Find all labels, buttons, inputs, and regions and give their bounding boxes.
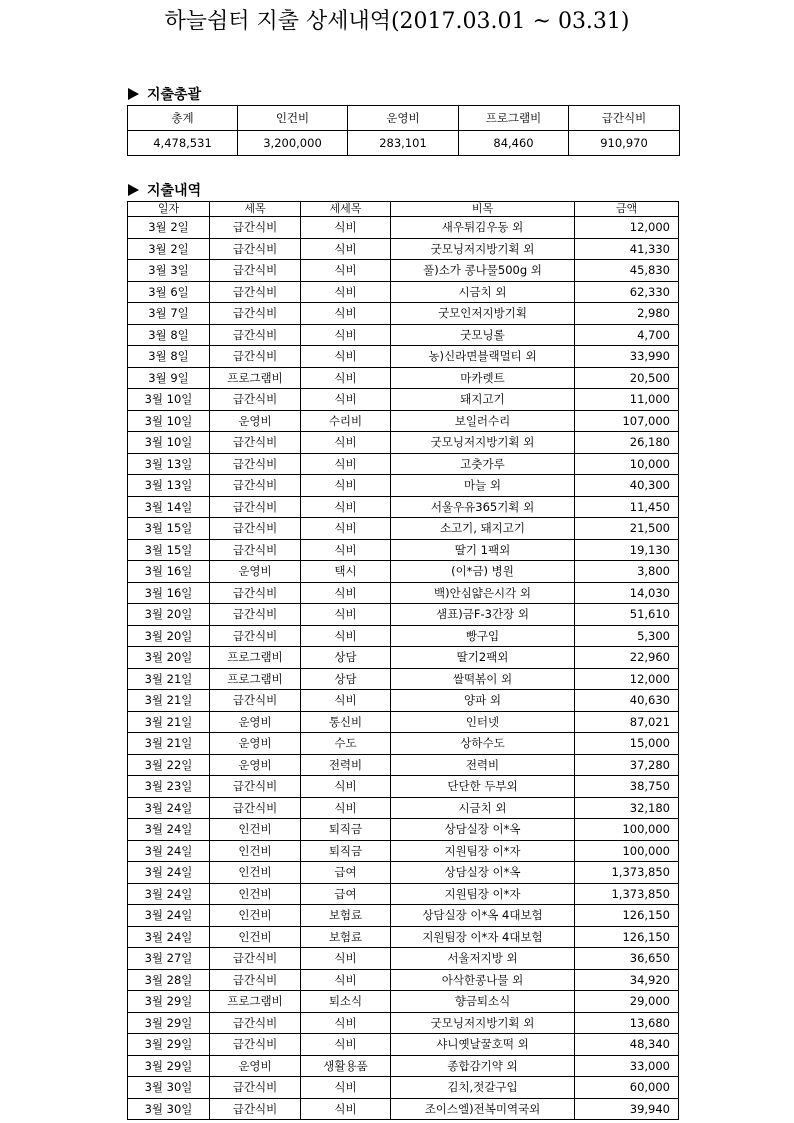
row-date: 3월 24일 [128,819,210,841]
table-row [128,561,679,583]
summary-section-title [128,84,201,104]
row-subcategory: 식비 [301,690,391,712]
row-category: 운영비 [210,1055,301,1077]
table-row [128,711,679,733]
row-date: 3월 24일 [128,905,210,927]
table-row [128,797,679,819]
row-date: 3월 21일 [128,733,210,755]
row-item: 굿모닝저지방기획 외 [391,238,575,260]
row-category: 프로그램비 [210,647,301,669]
row-category: 운영비 [210,711,301,733]
row-item: 상담실장 이*옥 4대보험 [391,905,575,927]
row-item: 샤니옛날꿀호떡 외 [391,1034,575,1056]
table-row [128,324,679,346]
row-date: 3월 13일 [128,475,210,497]
table-row [128,367,679,389]
row-amount: 34,920 [575,969,679,991]
row-subcategory: 식비 [301,1012,391,1034]
row-item: 샘표)금F-3간장 외 [391,604,575,626]
row-subcategory: 식비 [301,1034,391,1056]
row-item: 서울저지방 외 [391,948,575,970]
row-category: 급간식비 [210,432,301,454]
row-amount: 51,610 [575,604,679,626]
row-item: 빵구입 [391,625,575,647]
table-row [128,733,679,755]
row-date: 3월 13일 [128,453,210,475]
row-item: 마카렛트 [391,367,575,389]
row-amount: 32,180 [575,797,679,819]
row-subcategory: 식비 [301,518,391,540]
table-row [128,668,679,690]
table-row [128,647,679,669]
row-amount: 38,750 [575,776,679,798]
row-category: 인건비 [210,883,301,905]
row-amount: 20,500 [575,367,679,389]
row-amount: 15,000 [575,733,679,755]
row-amount: 39,940 [575,1098,679,1120]
row-date: 3월 21일 [128,668,210,690]
row-item: 아삭한콩나물 외 [391,969,575,991]
row-amount: 2,980 [575,303,679,325]
row-subcategory: 전력비 [301,754,391,776]
row-date: 3월 24일 [128,797,210,819]
row-category: 인건비 [210,926,301,948]
row-item: 단단한 두부외 [391,776,575,798]
row-category: 급간식비 [210,1098,301,1120]
row-item: 지원팀장 이*자 [391,840,575,862]
row-category: 급간식비 [210,582,301,604]
row-amount: 100,000 [575,819,679,841]
details-section-title [128,180,201,200]
row-amount: 100,000 [575,840,679,862]
row-date: 3월 2일 [128,217,210,239]
row-date: 3월 10일 [128,389,210,411]
row-amount: 36,650 [575,948,679,970]
summary-section-label: 지출총괄 [147,87,202,103]
table-row [128,1098,679,1120]
row-amount: 26,180 [575,432,679,454]
row-category: 운영비 [210,754,301,776]
table-row [128,582,679,604]
row-subcategory: 보험료 [301,926,391,948]
table-row [128,410,679,432]
summary-header-operation: 운영비 [348,106,459,131]
row-amount: 11,450 [575,496,679,518]
table-row [128,883,679,905]
table-row [128,625,679,647]
row-category: 급간식비 [210,217,301,239]
row-amount: 12,000 [575,217,679,239]
row-amount: 33,990 [575,346,679,368]
row-date: 3월 30일 [128,1077,210,1099]
row-date: 3월 22일 [128,754,210,776]
row-item: 쌀떡볶이 외 [391,668,575,690]
row-date: 3월 20일 [128,604,210,626]
row-amount: 5,300 [575,625,679,647]
row-date: 3월 9일 [128,367,210,389]
summary-value-operation: 283,101 [348,131,459,156]
row-item: 인터넷 [391,711,575,733]
row-category: 급간식비 [210,690,301,712]
row-amount: 21,500 [575,518,679,540]
row-item: 향금퇴소식 [391,991,575,1013]
table-row [128,389,679,411]
row-subcategory: 식비 [301,539,391,561]
row-item: 양파 외 [391,690,575,712]
row-date: 3월 29일 [128,1012,210,1034]
row-category: 급간식비 [210,797,301,819]
summary-table [127,105,680,156]
row-item: 시금치 외 [391,281,575,303]
details-header-date: 일자 [128,202,210,217]
table-row [128,518,679,540]
table-row [128,604,679,626]
summary-header-row [128,106,680,131]
row-date: 3월 21일 [128,690,210,712]
details-header-category: 세목 [210,202,301,217]
row-subcategory: 식비 [301,217,391,239]
row-amount: 22,960 [575,647,679,669]
row-date: 3월 15일 [128,518,210,540]
table-row [128,690,679,712]
row-amount: 1,373,850 [575,862,679,884]
table-row [128,539,679,561]
row-date: 3월 7일 [128,303,210,325]
row-category: 급간식비 [210,260,301,282]
table-row [128,991,679,1013]
row-amount: 19,130 [575,539,679,561]
row-date: 3월 29일 [128,1034,210,1056]
row-item: 굿모닝롤 [391,324,575,346]
row-date: 3월 24일 [128,883,210,905]
table-row [128,840,679,862]
table-row [128,819,679,841]
row-subcategory: 식비 [301,432,391,454]
row-date: 3월 20일 [128,625,210,647]
row-date: 3월 23일 [128,776,210,798]
row-subcategory: 식비 [301,281,391,303]
row-item: 고춧가루 [391,453,575,475]
row-subcategory: 생활용품 [301,1055,391,1077]
row-category: 급간식비 [210,518,301,540]
row-date: 3월 20일 [128,647,210,669]
row-date: 3월 8일 [128,346,210,368]
row-subcategory: 식비 [301,453,391,475]
table-row [128,969,679,991]
row-item: 굿모닝저지방기획 외 [391,432,575,454]
summary-header-total: 총계 [128,106,238,131]
row-category: 인건비 [210,905,301,927]
row-category: 급간식비 [210,948,301,970]
row-subcategory: 수도 [301,733,391,755]
row-subcategory: 식비 [301,238,391,260]
row-category: 운영비 [210,561,301,583]
row-item: 상담실장 이*옥 [391,862,575,884]
row-date: 3월 21일 [128,711,210,733]
row-amount: 48,340 [575,1034,679,1056]
row-amount: 10,000 [575,453,679,475]
row-subcategory: 식비 [301,948,391,970]
summary-header-meal: 급간식비 [569,106,680,131]
table-row [128,238,679,260]
row-subcategory: 식비 [301,303,391,325]
row-subcategory: 퇴직금 [301,819,391,841]
row-category: 운영비 [210,733,301,755]
row-amount: 40,300 [575,475,679,497]
table-row [128,926,679,948]
row-subcategory: 식비 [301,604,391,626]
row-date: 3월 3일 [128,260,210,282]
row-date: 3월 8일 [128,324,210,346]
row-item: 김치,젓갈구입 [391,1077,575,1099]
page-title: 하늘쉼터 지출 상세내역(2017.03.01 ~ 03.31) [164,9,630,34]
row-category: 급간식비 [210,281,301,303]
row-subcategory: 식비 [301,346,391,368]
row-category: 급간식비 [210,303,301,325]
row-item: 풀)소가 콩나물500g 외 [391,260,575,282]
row-date: 3월 24일 [128,862,210,884]
row-item: 농)신라면블랙멀티 외 [391,346,575,368]
row-category: 운영비 [210,410,301,432]
row-subcategory: 식비 [301,260,391,282]
row-subcategory: 식비 [301,797,391,819]
row-amount: 33,000 [575,1055,679,1077]
table-row [128,862,679,884]
row-date: 3월 6일 [128,281,210,303]
row-subcategory: 식비 [301,367,391,389]
row-item: 상담실장 이*옥 [391,819,575,841]
row-date: 3월 16일 [128,582,210,604]
row-date: 3월 10일 [128,432,210,454]
row-subcategory: 식비 [301,389,391,411]
row-category: 급간식비 [210,346,301,368]
row-category: 급간식비 [210,1034,301,1056]
summary-value-row [128,131,680,156]
row-item: 딸기 1팩외 [391,539,575,561]
row-category: 인건비 [210,840,301,862]
details-header-subcategory: 세세목 [301,202,391,217]
row-item: 돼지고기 [391,389,575,411]
triangle-bullet-icon [128,88,139,100]
row-item: 굿모인저지방기획 [391,303,575,325]
row-date: 3월 2일 [128,238,210,260]
table-row [128,754,679,776]
row-item: 백)안심얇은시각 외 [391,582,575,604]
details-header-amount: 금액 [575,202,679,217]
summary-value-personnel: 3,200,000 [238,131,348,156]
table-row [128,453,679,475]
row-category: 급간식비 [210,324,301,346]
row-amount: 4,700 [575,324,679,346]
row-amount: 13,680 [575,1012,679,1034]
row-subcategory: 급여 [301,862,391,884]
summary-header-personnel: 인건비 [238,106,348,131]
row-date: 3월 27일 [128,948,210,970]
row-amount: 60,000 [575,1077,679,1099]
row-subcategory: 택시 [301,561,391,583]
row-date: 3월 14일 [128,496,210,518]
table-row [128,432,679,454]
row-item: 종합감기약 외 [391,1055,575,1077]
row-amount: 40,630 [575,690,679,712]
row-category: 프로그램비 [210,367,301,389]
row-item: (이*금) 병원 [391,561,575,583]
row-item: 굿모닝저지방기획 외 [391,1012,575,1034]
table-row [128,1034,679,1056]
table-row [128,475,679,497]
summary-header-program: 프로그램비 [459,106,569,131]
row-item: 보일러수리 [391,410,575,432]
row-subcategory: 급여 [301,883,391,905]
row-date: 3월 10일 [128,410,210,432]
row-date: 3월 28일 [128,969,210,991]
row-item: 서울우유365기획 외 [391,496,575,518]
row-date: 3월 24일 [128,840,210,862]
row-category: 인건비 [210,862,301,884]
table-row [128,1077,679,1099]
row-date: 3월 29일 [128,991,210,1013]
row-item: 전력비 [391,754,575,776]
row-category: 급간식비 [210,1012,301,1034]
row-subcategory: 식비 [301,475,391,497]
row-category: 프로그램비 [210,991,301,1013]
row-amount: 87,021 [575,711,679,733]
summary-value-meal: 910,970 [569,131,680,156]
row-subcategory: 식비 [301,1077,391,1099]
table-row [128,1012,679,1034]
row-category: 인건비 [210,819,301,841]
table-row [128,217,679,239]
row-amount: 41,330 [575,238,679,260]
summary-value-program: 84,460 [459,131,569,156]
row-category: 급간식비 [210,625,301,647]
row-subcategory: 식비 [301,969,391,991]
row-amount: 12,000 [575,668,679,690]
row-date: 3월 24일 [128,926,210,948]
triangle-bullet-icon [128,184,139,196]
table-row [128,948,679,970]
table-row [128,496,679,518]
table-row [128,281,679,303]
row-category: 급간식비 [210,453,301,475]
details-header-item: 비목 [391,202,575,217]
row-amount: 37,280 [575,754,679,776]
row-subcategory: 식비 [301,582,391,604]
row-subcategory: 상담 [301,647,391,669]
row-amount: 11,000 [575,389,679,411]
details-header-row [128,202,679,217]
row-item: 소고기, 돼지고기 [391,518,575,540]
row-item: 새우튀김우동 외 [391,217,575,239]
table-row [128,346,679,368]
row-category: 급간식비 [210,604,301,626]
summary-value-total: 4,478,531 [128,131,238,156]
table-row [128,260,679,282]
table-row [128,303,679,325]
table-row [128,1055,679,1077]
row-category: 급간식비 [210,776,301,798]
row-category: 급간식비 [210,238,301,260]
row-subcategory: 수리비 [301,410,391,432]
row-subcategory: 퇴소식 [301,991,391,1013]
row-date: 3월 29일 [128,1055,210,1077]
table-row [128,905,679,927]
row-amount: 45,830 [575,260,679,282]
row-subcategory: 식비 [301,496,391,518]
row-subcategory: 퇴직금 [301,840,391,862]
row-item: 조이스엘)전복미역국외 [391,1098,575,1120]
row-item: 지원팀장 이*자 4대보험 [391,926,575,948]
row-item: 지원팀장 이*자 [391,883,575,905]
details-table [127,201,679,1120]
row-amount: 126,150 [575,905,679,927]
row-subcategory: 보험료 [301,905,391,927]
row-amount: 14,030 [575,582,679,604]
row-subcategory: 식비 [301,324,391,346]
row-category: 급간식비 [210,539,301,561]
table-row [128,776,679,798]
row-date: 3월 16일 [128,561,210,583]
row-amount: 107,000 [575,410,679,432]
row-date: 3월 30일 [128,1098,210,1120]
row-amount: 62,330 [575,281,679,303]
row-category: 급간식비 [210,389,301,411]
row-amount: 126,150 [575,926,679,948]
row-category: 급간식비 [210,496,301,518]
row-amount: 3,800 [575,561,679,583]
row-item: 딸기2팩외 [391,647,575,669]
row-item: 마늘 외 [391,475,575,497]
row-item: 시금치 외 [391,797,575,819]
row-category: 급간식비 [210,969,301,991]
row-item: 상하수도 [391,733,575,755]
row-subcategory: 통신비 [301,711,391,733]
row-category: 급간식비 [210,1077,301,1099]
row-date: 3월 15일 [128,539,210,561]
row-subcategory: 식비 [301,625,391,647]
row-subcategory: 상담 [301,668,391,690]
row-amount: 1,373,850 [575,883,679,905]
details-section-label: 지출내역 [147,183,202,199]
row-amount: 29,000 [575,991,679,1013]
row-category: 급간식비 [210,475,301,497]
row-subcategory: 식비 [301,1098,391,1120]
row-category: 프로그램비 [210,668,301,690]
row-subcategory: 식비 [301,776,391,798]
